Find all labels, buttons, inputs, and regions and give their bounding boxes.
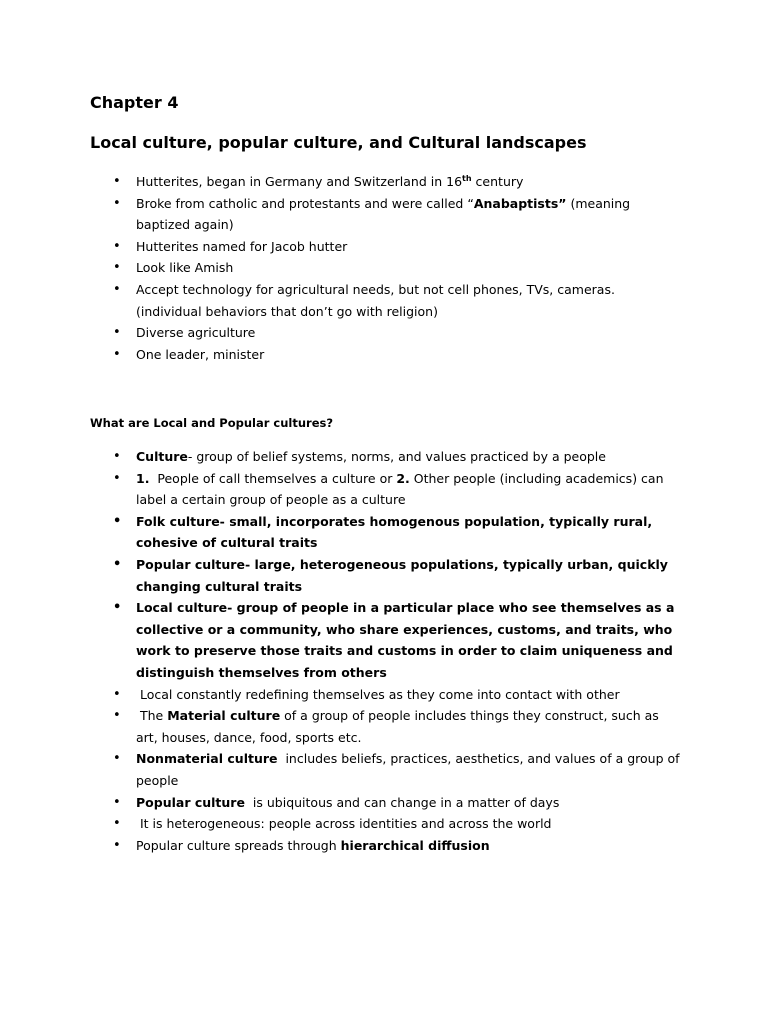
list-item xyxy=(0,792,768,814)
item-text: It is heterogeneous: people across identities and across the world xyxy=(136,816,552,832)
item-bold-text: 1. xyxy=(136,470,150,486)
item-text: Diverse agriculture xyxy=(136,325,256,341)
list-item xyxy=(0,193,768,236)
item-bold-text: Popular culture xyxy=(136,794,245,810)
item-bold-text: Anabaptists” xyxy=(473,195,567,211)
item-text: is ubiquitous and can change in a matter of days xyxy=(244,794,560,810)
list-item xyxy=(0,279,768,322)
culture-list xyxy=(0,446,768,856)
list-item xyxy=(0,554,768,597)
superscript: th xyxy=(462,173,472,183)
item-bold-text: Nonmaterial culture xyxy=(136,751,278,767)
list-item xyxy=(0,684,768,706)
list-item xyxy=(0,597,768,683)
list-item xyxy=(0,705,768,748)
list-item xyxy=(0,813,768,835)
section-title: Local culture, popular culture, and Cultural landscapes xyxy=(90,133,587,152)
chapter-title: Chapter 4 xyxy=(90,93,179,112)
list-item xyxy=(0,511,768,554)
list-item xyxy=(0,236,768,258)
list-item xyxy=(0,171,768,193)
item-bold-text: hierarchical diffusion xyxy=(340,837,490,853)
item-text: Hutterites named for Jacob hutter xyxy=(136,238,348,254)
list-item xyxy=(0,257,768,279)
item-text: of a group of people includes things they construct, such as art, houses, dance, food, sports etc. xyxy=(136,708,659,745)
item-text: Accept technology for agricultural needs, but not cell phones, TVs, cameras. (individual behaviors that don’t go with religion) xyxy=(136,281,615,319)
item-text: (meaning baptized again) xyxy=(136,195,631,233)
item-bold-text: 2. xyxy=(396,470,410,486)
list-item xyxy=(0,468,768,511)
question-heading: What are Local and Popular cultures? xyxy=(90,416,334,430)
item-text: century xyxy=(471,174,524,189)
item-bold-text: Culture xyxy=(136,449,188,464)
item-text: Popular culture spreads through xyxy=(136,837,341,853)
item-text: People of call themselves a culture or xyxy=(149,470,397,486)
item-bold-text: Material culture xyxy=(167,708,281,724)
list-item xyxy=(0,835,768,857)
item-bold-text: Local culture- group of people in a particular place who see themselves as a collective or a community, who share experiences, customs, and traits, who work to preserve those traits and customs in order to claim uniqueness and distinguish themselves from others xyxy=(136,600,675,680)
item-text: Local constantly redefining themselves as they come into contact with other xyxy=(136,686,620,702)
item-text: Broke from catholic and protestants and were called “ xyxy=(136,195,474,211)
item-bold-text: Folk culture- small, incorporates homogenous population, typically rural, cohesive of cultural traits xyxy=(136,513,653,551)
list-item xyxy=(0,344,768,366)
item-text: Hutterites, began in Germany and Switzerland in 16 xyxy=(136,174,463,189)
item-text: - group of belief systems, norms, and values practiced by a people xyxy=(187,449,606,464)
list-item xyxy=(0,748,768,791)
item-bold-text: Popular culture- large, heterogeneous populations, typically urban, quickly changing cultural traits xyxy=(136,556,668,594)
item-text: Other people (including academics) can label a certain group of people as a culture xyxy=(136,470,664,508)
list-item xyxy=(0,322,768,344)
item-text: One leader, minister xyxy=(136,346,265,362)
list-item xyxy=(0,446,768,468)
item-text: Look like Amish xyxy=(136,260,234,276)
hutterites-list xyxy=(0,171,768,365)
item-text: includes beliefs, practices, aesthetics, and values of a group of people xyxy=(136,751,684,788)
item-text: The xyxy=(136,708,168,724)
